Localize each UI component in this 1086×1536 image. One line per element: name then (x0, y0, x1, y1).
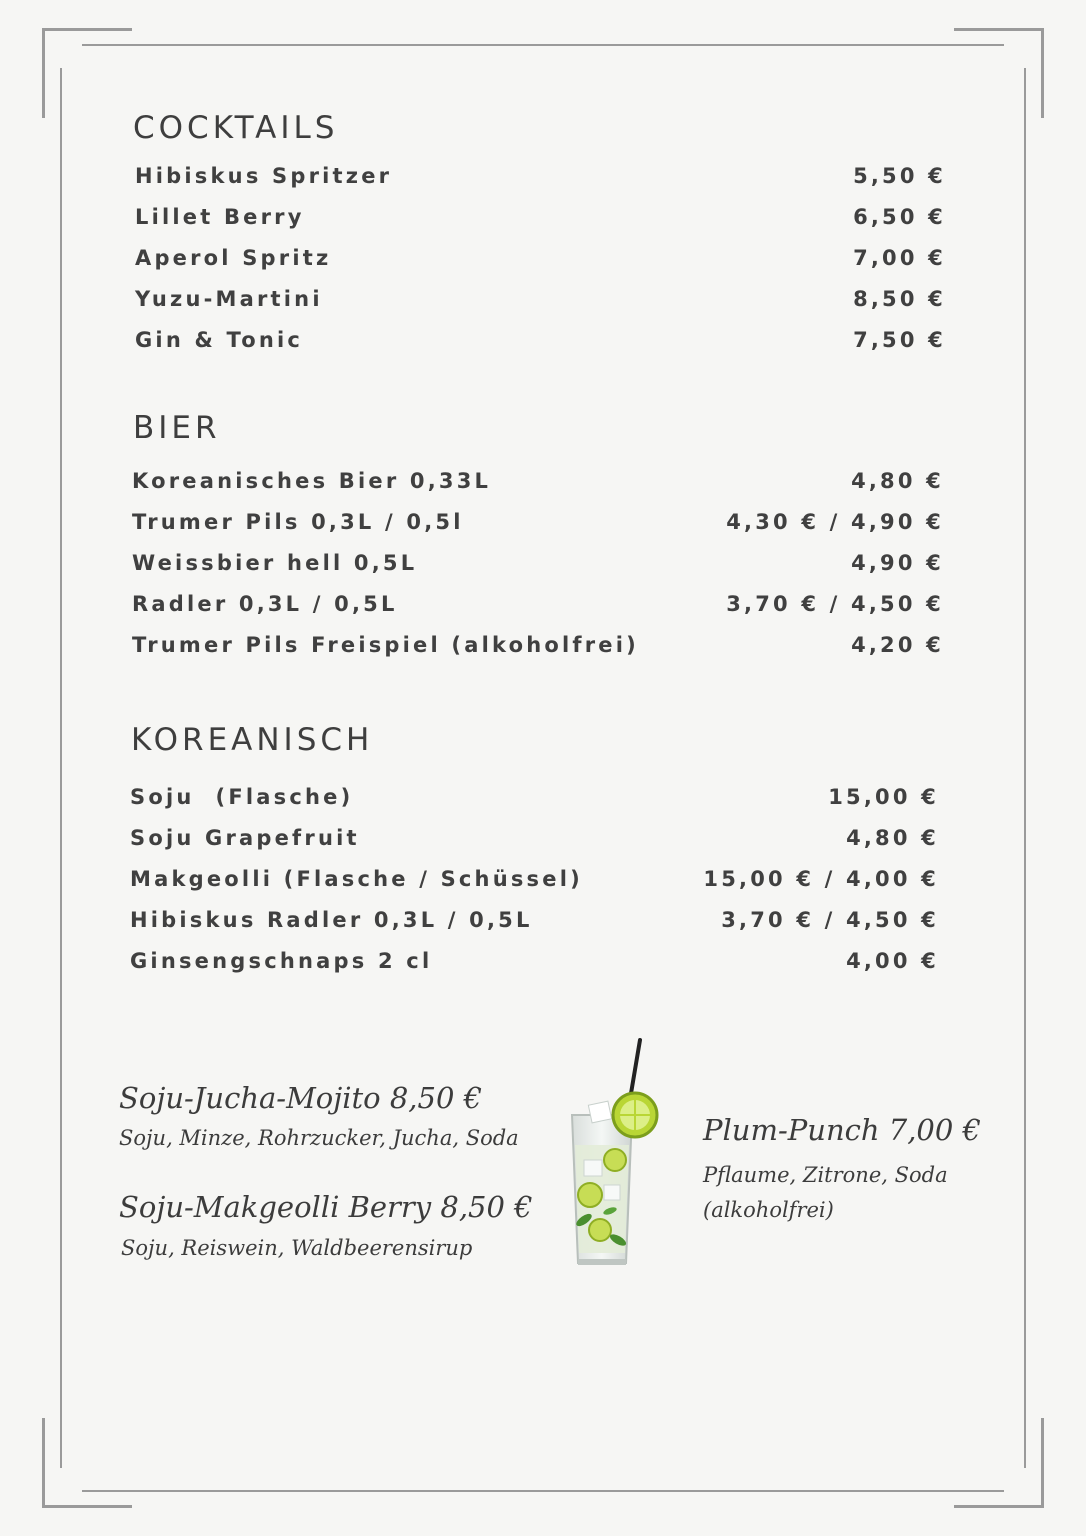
section-title: KOREANISCH (131, 722, 374, 758)
frame-corner-tl-v (42, 28, 45, 118)
section-title: BIER (133, 410, 221, 446)
item-name: Soju (Flasche) (130, 785, 354, 809)
item-price: 3,70 € / 4,50 € (721, 908, 939, 932)
item-price: 15,00 € / 4,00 € (703, 867, 939, 891)
frame-inner-left (60, 68, 62, 1468)
item-name: Hibiskus Radler 0,3L / 0,5L (130, 908, 533, 932)
item-price: 5,50 € (853, 164, 946, 188)
item-price: 4,20 € (851, 633, 944, 657)
cocktail-glass-icon (560, 1035, 665, 1270)
special-plum-desc-line1: Pflaume, Zitrone, Soda (703, 1163, 948, 1187)
frame-corner-bl-v (42, 1418, 45, 1508)
item-name: Trumer Pils 0,3L / 0,5l (132, 510, 464, 534)
menu-row (135, 164, 946, 194)
frame-corner-br-v (1041, 1418, 1044, 1508)
special-plum-title: Plum-Punch 7,00 € (703, 1113, 982, 1147)
menu-row (132, 551, 944, 581)
frame-inner-bottom (82, 1490, 1004, 1492)
item-price: 4,80 € (846, 826, 939, 850)
menu-row (132, 633, 944, 663)
menu-row (132, 469, 944, 499)
item-name: Gin & Tonic (135, 328, 304, 352)
menu-row (130, 867, 939, 897)
menu-row (132, 510, 944, 540)
special-mojito-desc: Soju, Minze, Rohrzucker, Jucha, Soda (119, 1126, 519, 1150)
item-price: 7,00 € (853, 246, 946, 270)
menu-row (135, 205, 946, 235)
item-name: Radler 0,3L / 0,5L (132, 592, 398, 616)
item-price: 3,70 € / 4,50 € (726, 592, 944, 616)
special-berry-desc: Soju, Reiswein, Waldbeerensirup (121, 1236, 473, 1260)
special-berry-title: Soju-Makgeolli Berry 8,50 € (119, 1190, 533, 1224)
menu-row (132, 592, 944, 622)
frame-corner-bl-h (42, 1505, 132, 1508)
frame-inner-top (82, 44, 1004, 46)
item-name: Weissbier hell 0,5L (132, 551, 418, 575)
item-price: 4,00 € (846, 949, 939, 973)
item-name: Soju Grapefruit (130, 826, 360, 850)
item-name: Trumer Pils Freispiel (alkoholfrei) (132, 633, 639, 657)
menu-row (130, 826, 939, 856)
item-name: Lillet Berry (135, 205, 305, 229)
menu-row (135, 287, 946, 317)
frame-inner-right (1024, 68, 1026, 1468)
menu-row (130, 908, 939, 938)
item-name: Koreanisches Bier 0,33L (132, 469, 492, 493)
item-name: Makgeolli (Flasche / Schüssel) (130, 867, 583, 891)
menu-row (135, 246, 946, 276)
item-price: 4,90 € (851, 551, 944, 575)
item-price: 4,30 € / 4,90 € (726, 510, 944, 534)
item-price: 6,50 € (853, 205, 946, 229)
item-name: Yuzu-Martini (135, 287, 323, 311)
item-price: 15,00 € (828, 785, 939, 809)
special-mojito-title: Soju-Jucha-Mojito 8,50 € (119, 1081, 483, 1115)
menu-row (130, 785, 939, 815)
item-name: Ginsengschnaps 2 cl (130, 949, 433, 973)
frame-corner-tr-v (1041, 28, 1044, 118)
special-plum-desc-line2: (alkoholfrei) (703, 1198, 834, 1222)
item-price: 7,50 € (853, 328, 946, 352)
item-name: Aperol Spritz (135, 246, 332, 270)
frame-corner-br-h (954, 1505, 1044, 1508)
item-price: 8,50 € (853, 287, 946, 311)
section-title: COCKTAILS (133, 110, 339, 146)
item-name: Hibiskus Spritzer (135, 164, 393, 188)
frame-corner-tr-h (954, 28, 1044, 31)
item-price: 4,80 € (851, 469, 944, 493)
frame-corner-tl-h (42, 28, 132, 31)
menu-row (130, 949, 939, 979)
menu-row (135, 328, 946, 358)
